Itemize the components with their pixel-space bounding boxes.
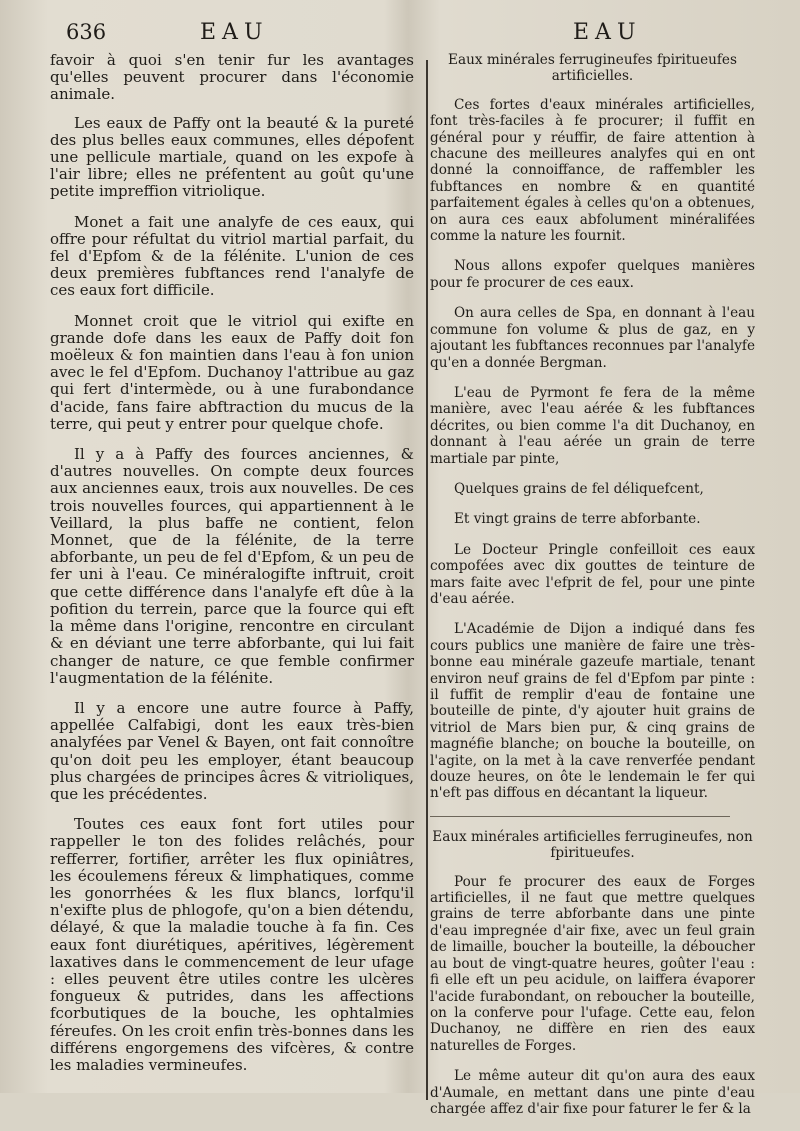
running-title-right: EAU — [573, 20, 642, 45]
left-column — [50, 52, 414, 1087]
right-paragraph-10: Le même auteur dit qu'on aura des eaux d'Aumale, en mettant dans une pinte d'eau chargée affez d'air fixe pour faturer le fer & la — [430, 1068, 755, 1117]
left-paragraph-7: Toutes ces eaux font fort utiles pour rappeller le ton des folides relâchés, pour refferrer, fortifier, arrêter les flux opiniâtres, les écoulemens féreux & limphatiques, comme les gonorrhées & les flux blancs, lorfqu'il n'exifte plus de phlogofe, qu'on a bien détendu, délayé, & que la maladie touche à fa fin. Ces eaux font diurétiques, apéritives, légèrement laxatives dans le commencement de leur ufage : elles peuvent être utiles contre les ulcères fongueux & putrides, dans les affections fcorbutiques de la bouche, les ophtalmies féreufes. On les croit enfin très-bonnes dans les différens engorgemens des vifcères, & contre les maladies vermineufes. — [50, 815, 415, 1074]
left-paragraph-2: Les eaux de Paffy ont la beauté & la pureté des plus belles eaux communes, elles dépofent une pellicule martiale, quand on les expofe à l'air libre; elles ne préfentent au goût qu'une petite impreffion vitriolique. — [50, 113, 414, 201]
right-paragraph-7: Le Docteur Pringle confeilloit ces eaux compofées avec dix gouttes de teinture de mars faite avec l'efprit de fel, pour une pinte d'eau aérée. — [430, 541, 755, 607]
page-number: 636 — [66, 20, 107, 44]
right-paragraph-6: Et vingt grains de terre abforbante. — [454, 511, 701, 528]
left-paragraph-4: Monnet croit que le vitriol qui exifte en grande dofe dans les eaux de Paffy doit fon moëleux & fon maintien dans l'eau à fon union avec le fel d'Epfom. Duchanoy l'attribue au gaz qui fert d'intermède, ou à une furabondance d'acide, fans faire abftraction du mucus de la terre, qui peut y entrer pour quelque chofe. — [50, 311, 414, 433]
column-divider — [426, 60, 428, 1100]
running-header — [0, 20, 800, 50]
right-column — [430, 52, 755, 1131]
left-paragraph-3: Monet a fait une analyfe de ces eaux, qui offre pour réfultat du vitriol martial parfait, du fel d'Epfom & de la félénite. L'union de ces deux premières fubftances rend l'analyfe de ces eaux fort difficile. — [50, 212, 414, 300]
running-title-left: EAU — [200, 20, 269, 45]
right-paragraph-9: Pour fe procurer des eaux de Forges artificielles, il ne faut que mettre quelques grains de terre abforbante dans une pinte d'eau impregnée d'air fixe, avec un feul grain de limaille, boucher la bouteille, la déboucher au bout de vingt-quatre heures, goûter l'eau : fi elle eft un peu acidule, on laiffera évaporer l'acide furabondant, on reboucher la bouteille, on la conferve pour l'ufage. Cette eau, felon Duchanoy, ne diffère en rien des eaux naturelles de Forges. — [430, 873, 755, 1054]
section-heading-1: Eaux minérales ferrugineufes fpiritueufes artificielles. — [448, 52, 737, 85]
left-paragraph-6: Il y a encore une autre fource à Paffy, appellée Calfabigi, dont les eaux très-bien analyfées par Venel & Bayen, ont fait connoître qu'on doit peu les employer, étant beaucoup plus chargées de principes âcres & vitrioliques, que les précédentes. — [50, 698, 414, 803]
right-paragraph-3: On aura celles de Spa, en donnant à l'eau commune fon volume & plus de gaz, en y ajoutant les fubftances reconnues par l'analyfe qu'en a donnée Bergman. — [430, 305, 755, 371]
section-heading-2: Eaux minérales artificielles ferrugineufes, non fpiritueufes. — [432, 828, 753, 862]
left-paragraph-5: Il y a à Paffy des fources anciennes, & d'autres nouvelles. On compte deux fources aux anciennes eaux, trois aux nouvelles. De ces trois nouvelles fources, qui appartiennent à le Veillard, la plus baffe ne contient, felon Monnet, que de la félénite, de la terre abforbante, un peu de fel d'Epfom, & un peu de fer uni à l'eau. Ce minéralogifte inftruit, croit que cette différence dans l'analyfe eft dûe à la pofition du terrein, parce que la fource qui eft la même dans l'origine, rencontre en circulant & en déviant une terre abforbante, qui lui fait changer de nature, ce que femble confirmer l'augmentation de la félénite. — [50, 445, 414, 687]
right-paragraph-5: Quelques grains de fel déliquefcent, — [454, 480, 704, 497]
right-paragraph-1: Ces fortes d'eaux minérales artificielles, font très-faciles à fe procurer; il fuffit en général pour y réuffir, de faire attention à chacune des meilleures analyfes qui en ont donné la connoiffance, de raffembler les fubftances en nombre & en quantité parfaitement égales à celles qu'on a obtenues, on aura ces eaux abfolument minéralifées comme la nature les fournit. — [430, 96, 755, 245]
right-paragraph-4: L'eau de Pyrmont fe fera de la même manière, avec l'eau aérée & les fubftances décrites, ou bien comme l'a dit Duchanoy, en donnant à l'eau aérée un grain de terre martiale par pinte, — [430, 384, 755, 467]
right-paragraph-2: Nous allons expofer quelques manières pour fe procurer de ces eaux. — [430, 258, 755, 291]
right-paragraph-8: L'Académie de Dijon a indiqué dans fes cours publics une manière de faire une très-bonne eau minérale gazeufe martiale, tenant environ neuf grains de fel d'Epfom par pinte : il fuffit de remplir d'eau de fontaine une bouteille de pinte, d'y ajouter huit grains de vitriol de Mars bien pur, & cinq grains de magnéfie blanche; on bouche la bouteille, on l'agite, on la met à la cave renverfée pendant douze heures, on ôte le lendemain le fer qui n'eft pas diffous en décantant la liqueur. — [430, 621, 755, 802]
left-paragraph-1: favoir à quoi s'en tenir fur les avantages qu'elles peuvent procurer dans l'économie animale. — [50, 51, 414, 104]
section-separator — [430, 816, 730, 817]
